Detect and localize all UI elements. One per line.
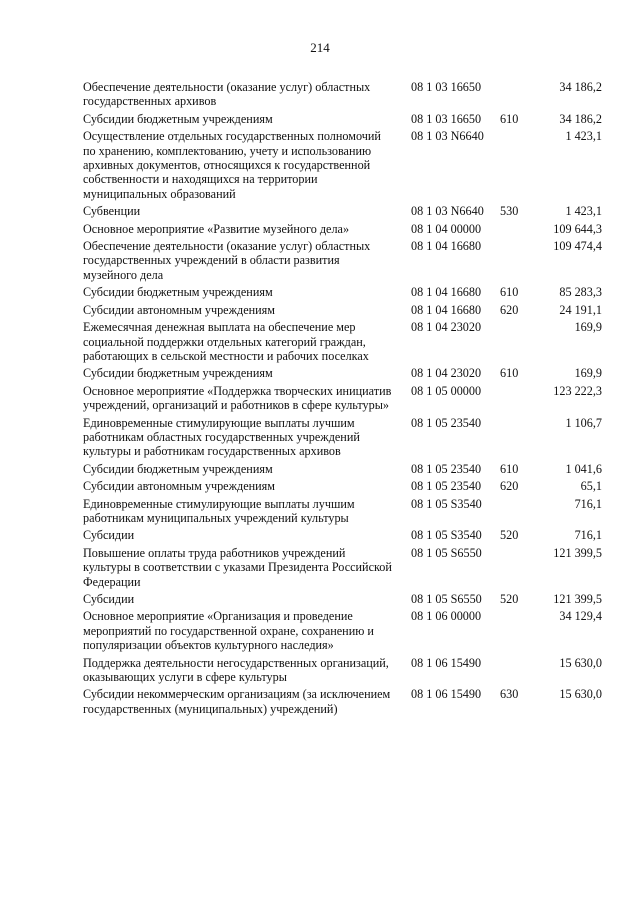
row-code: 08 1 05 23540 xyxy=(411,461,482,476)
page-number: 214 xyxy=(310,40,330,55)
row-amount: 15 630,0 xyxy=(559,687,602,702)
row-code: 08 1 04 16680 xyxy=(411,239,482,254)
row-name: Субсидии автономным учреждениям xyxy=(83,302,275,317)
table-row xyxy=(0,303,640,317)
row-name: Обеспечение деятельности (оказание услуг) областных государственных архивов xyxy=(83,80,371,109)
row-name: Субсидии бюджетным учреждениям xyxy=(83,285,273,300)
table-row xyxy=(0,80,640,109)
row-code: 08 1 03 N6640 xyxy=(411,129,484,144)
row-code: 08 1 03 N6640 xyxy=(411,204,484,219)
row-name: Ежемесячная денежная выплата на обеспечение мер социальной поддержки отдельных категорий граждан, работающих в сельской местности и рабочих поселках xyxy=(83,320,369,363)
row-name: Субсидии xyxy=(83,592,135,606)
row-amount: 123 222,3 xyxy=(553,383,602,398)
row-code: 08 1 05 S3540 xyxy=(411,528,482,543)
table-row xyxy=(0,528,640,542)
row-amount: 1 106,7 xyxy=(565,415,602,430)
table-row xyxy=(0,129,640,201)
row-name: Основное мероприятие «Развитие музейного дела» xyxy=(83,221,350,236)
row-expense-type: 610 xyxy=(500,111,519,126)
row-code: 08 1 06 15490 xyxy=(411,687,482,702)
table-row xyxy=(0,592,640,606)
table-row xyxy=(0,384,640,413)
table-row xyxy=(0,479,640,493)
row-expense-type: 620 xyxy=(500,302,519,317)
row-code: 08 1 04 23020 xyxy=(411,366,482,381)
row-amount: 1 423,1 xyxy=(565,204,602,219)
row-amount: 109 644,3 xyxy=(553,221,602,236)
table-row xyxy=(0,239,640,282)
table-row xyxy=(0,656,640,685)
row-amount: 121 399,5 xyxy=(553,592,602,606)
row-name: Субсидии xyxy=(83,528,135,543)
row-code: 08 1 05 23540 xyxy=(411,479,482,494)
row-code: 08 1 04 00000 xyxy=(411,221,482,236)
row-amount: 716,1 xyxy=(574,496,602,511)
row-expense-type: 610 xyxy=(500,366,519,381)
row-code: 08 1 03 16650 xyxy=(411,111,482,126)
row-code: 08 1 04 23020 xyxy=(411,320,482,335)
row-expense-type: 520 xyxy=(500,528,519,543)
row-name: Повышение оплаты труда работников учреждений культуры в соответствии с указами Президента Российской Федерации xyxy=(83,545,392,589)
row-amount: 169,9 xyxy=(574,366,602,381)
table-row xyxy=(0,204,640,218)
row-code: 08 1 05 S6550 xyxy=(411,545,482,560)
row-code: 08 1 03 16650 xyxy=(411,80,482,94)
row-expense-type: 530 xyxy=(500,204,519,219)
row-amount: 85 283,3 xyxy=(559,285,602,300)
row-amount: 169,9 xyxy=(574,320,602,335)
row-code: 08 1 05 S6550 xyxy=(411,592,482,606)
row-amount: 1 041,6 xyxy=(565,461,602,476)
row-expense-type: 610 xyxy=(500,285,519,300)
row-amount: 109 474,4 xyxy=(553,239,602,254)
row-name: Единовременные стимулирующие выплаты лучшим работникам областных государственных учреждений культуры и работникам государственных архивов xyxy=(83,415,360,459)
row-name: Осуществление отдельных государственных полномочий по хранению, комплектованию, учету и использованию архивных документов, относящихся к государственной собственности и находящихся на территории муниципальных образований xyxy=(83,129,381,201)
table-row xyxy=(0,609,640,652)
table-row xyxy=(0,462,640,476)
row-name: Субсидии бюджетным учреждениям xyxy=(83,366,273,381)
row-name: Субсидии бюджетным учреждениям xyxy=(83,461,273,476)
table-row xyxy=(0,285,640,299)
row-expense-type: 620 xyxy=(500,479,519,494)
table-row xyxy=(0,546,640,589)
row-amount: 716,1 xyxy=(574,528,602,543)
row-name: Основное мероприятие «Организация и проведение мероприятий по государственной охране, сохранению и популяризации объектов культурного наследия» xyxy=(83,609,374,653)
row-expense-type: 520 xyxy=(500,592,519,606)
table-row xyxy=(0,497,640,526)
row-amount: 34 129,4 xyxy=(559,609,602,624)
row-amount: 34 186,2 xyxy=(559,111,602,126)
row-amount: 34 186,2 xyxy=(559,80,602,94)
row-name: Единовременные стимулирующие выплаты лучшим работникам муниципальных учреждений культуры xyxy=(83,496,355,525)
table-row xyxy=(0,416,640,459)
table-row xyxy=(0,320,640,363)
table-row xyxy=(0,112,640,126)
row-name: Субвенции xyxy=(83,204,141,219)
row-name: Субсидии бюджетным учреждениям xyxy=(83,111,273,126)
row-code: 08 1 04 16680 xyxy=(411,302,482,317)
budget-table xyxy=(0,80,640,716)
row-name: Основное мероприятие «Поддержка творческих инициатив учреждений, организаций и работников в сфере культуры» xyxy=(83,383,392,413)
row-amount: 24 191,1 xyxy=(559,302,602,317)
row-expense-type: 610 xyxy=(500,461,519,476)
row-code: 08 1 04 16680 xyxy=(411,285,482,300)
row-name: Субсидии автономным учреждениям xyxy=(83,479,275,494)
row-code: 08 1 06 15490 xyxy=(411,655,482,670)
table-row xyxy=(0,366,640,380)
row-name: Поддержка деятельности негосударственных организаций, оказывающих услуги в сфере культуры xyxy=(83,655,389,685)
row-expense-type: 630 xyxy=(500,687,519,702)
row-name: Субсидии некоммерческим организациям (за исключением государственных (муниципальных) учреждений) xyxy=(83,687,391,716)
row-amount: 15 630,0 xyxy=(559,655,602,670)
row-code: 08 1 05 S3540 xyxy=(411,496,482,511)
row-amount: 65,1 xyxy=(580,479,602,494)
table-row xyxy=(0,687,640,716)
row-name: Обеспечение деятельности (оказание услуг) областных государственных учреждений в области развития музейного дела xyxy=(83,239,371,282)
table-row xyxy=(0,222,640,236)
row-amount: 1 423,1 xyxy=(565,129,602,144)
row-code: 08 1 05 00000 xyxy=(411,383,482,398)
row-amount: 121 399,5 xyxy=(553,545,602,560)
row-code: 08 1 06 00000 xyxy=(411,609,482,624)
row-code: 08 1 05 23540 xyxy=(411,415,482,430)
